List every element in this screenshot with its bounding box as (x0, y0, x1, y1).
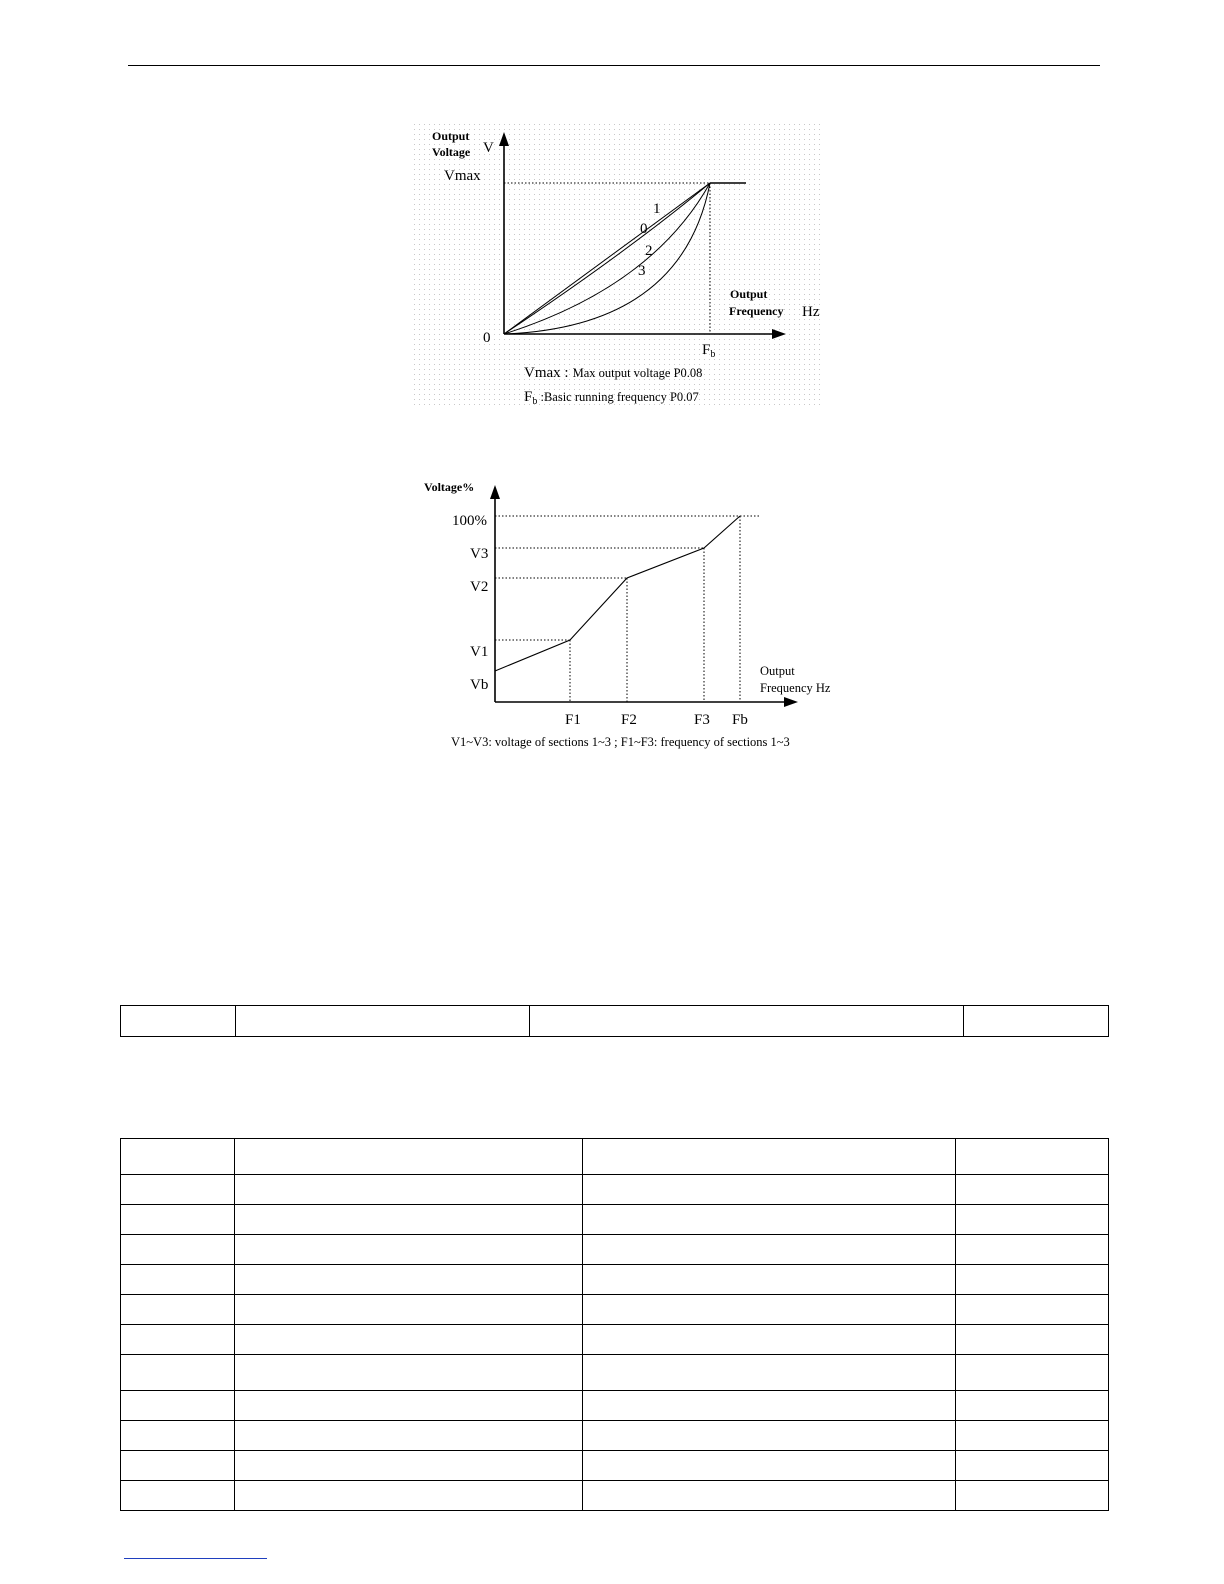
tick-f2: F2 (621, 712, 637, 728)
x-axis-title-line1: Output (730, 287, 768, 301)
parameter-table-2 (120, 1138, 1109, 1511)
table-row (121, 1235, 1109, 1265)
table-cell (121, 1175, 235, 1205)
x-axis-title-line2: Frequency (729, 304, 784, 318)
table-cell (956, 1355, 1109, 1391)
table-cell (956, 1139, 1109, 1175)
vf-polyline (495, 516, 740, 671)
table-cell (235, 1325, 583, 1355)
table-cell (583, 1325, 956, 1355)
table-cell (956, 1481, 1109, 1511)
table-cell (235, 1355, 583, 1391)
table-cell (121, 1391, 235, 1421)
table-cell (583, 1481, 956, 1511)
table-cell (235, 1139, 583, 1175)
table-cell (956, 1421, 1109, 1451)
table-row (121, 1265, 1109, 1295)
table-row (121, 1205, 1109, 1235)
table-cell (583, 1355, 956, 1391)
table-cell (583, 1421, 956, 1451)
table-cell (121, 1325, 235, 1355)
table-cell (583, 1175, 956, 1205)
y-axis-arrow (490, 485, 500, 499)
table-cell (583, 1139, 956, 1175)
table-cell (121, 1451, 235, 1481)
x-axis-title-line1: Output (760, 664, 795, 678)
vf-curve-figure (412, 122, 822, 407)
table-cell (235, 1235, 583, 1265)
fb-tick-label: $F_b$ (702, 342, 716, 360)
table-cell (583, 1295, 956, 1325)
multipoint-vf-figure (418, 476, 848, 751)
table-cell (956, 1205, 1109, 1235)
vmax-tick-label: Vmax (444, 168, 481, 184)
table-cell (956, 1451, 1109, 1481)
table-cell (583, 1205, 956, 1235)
table-row (121, 1421, 1109, 1451)
table-cell (121, 1006, 236, 1037)
origin-label: 0 (483, 330, 491, 346)
caption: V1~V3: voltage of sections 1~3 ; F1~F3: frequency of sections 1~3 (451, 735, 790, 749)
table-cell (121, 1481, 235, 1511)
table-row (121, 1355, 1109, 1391)
table-cell (964, 1006, 1109, 1037)
dotted-background (412, 122, 822, 407)
x-axis-arrow (784, 697, 798, 707)
parameter-table-1 (120, 1005, 1109, 1037)
table-cell (235, 1391, 583, 1421)
table-row (121, 1006, 1109, 1037)
header-rule (128, 65, 1100, 66)
table-cell (235, 1265, 583, 1295)
tick-100: 100% (452, 513, 487, 529)
table-cell (235, 1421, 583, 1451)
table-row (121, 1451, 1109, 1481)
table-cell (583, 1451, 956, 1481)
table-cell (530, 1006, 964, 1037)
tick-fb: Fb (732, 712, 748, 728)
table-cell (583, 1265, 956, 1295)
table-row (121, 1175, 1109, 1205)
table-cell (956, 1175, 1109, 1205)
table-cell (236, 1006, 530, 1037)
curve-label-0: 0 (640, 221, 648, 237)
table-cell (235, 1175, 583, 1205)
curve-label-1: 1 (653, 201, 661, 217)
table-cell (956, 1295, 1109, 1325)
x-axis-unit: Hz (802, 304, 820, 320)
table-row (121, 1325, 1109, 1355)
table-cell (121, 1265, 235, 1295)
table-cell (121, 1295, 235, 1325)
y-axis-title: Voltage% (424, 480, 475, 494)
x-axis-title-line2: Frequency Hz (760, 681, 831, 695)
table-cell (121, 1205, 235, 1235)
y-axis-unit: V (483, 140, 494, 156)
table-cell (956, 1235, 1109, 1265)
table-row (121, 1481, 1109, 1511)
footer-link-underline (124, 1558, 267, 1559)
table-cell (583, 1235, 956, 1265)
caption-line-2: $F_b$ :Basic running frequency P0.07 (524, 389, 699, 407)
curve-label-3: 3 (638, 263, 646, 279)
table-cell (235, 1205, 583, 1235)
table-row (121, 1391, 1109, 1421)
y-axis-title-line2: Voltage (432, 145, 471, 159)
curve-label-2: 2 (645, 243, 653, 259)
tick-v1: V1 (470, 644, 489, 660)
table-cell (956, 1391, 1109, 1421)
table-cell (121, 1355, 235, 1391)
table-cell (235, 1295, 583, 1325)
table-row (121, 1139, 1109, 1175)
table-cell (121, 1421, 235, 1451)
caption-line-1: Vmax : Max output voltage P0.08 (524, 365, 703, 381)
table-cell (235, 1481, 583, 1511)
table-cell (121, 1235, 235, 1265)
table-cell (956, 1325, 1109, 1355)
table-row (121, 1295, 1109, 1325)
tick-v2: V2 (470, 579, 489, 595)
tick-v3: V3 (470, 546, 489, 562)
table-cell (235, 1451, 583, 1481)
table-cell (956, 1265, 1109, 1295)
tick-f3: F3 (694, 712, 710, 728)
table-cell (583, 1391, 956, 1421)
tick-f1: F1 (565, 712, 581, 728)
table-cell (121, 1139, 235, 1175)
y-axis-title-line1: Output (432, 129, 470, 143)
tick-vb: Vb (470, 677, 489, 693)
